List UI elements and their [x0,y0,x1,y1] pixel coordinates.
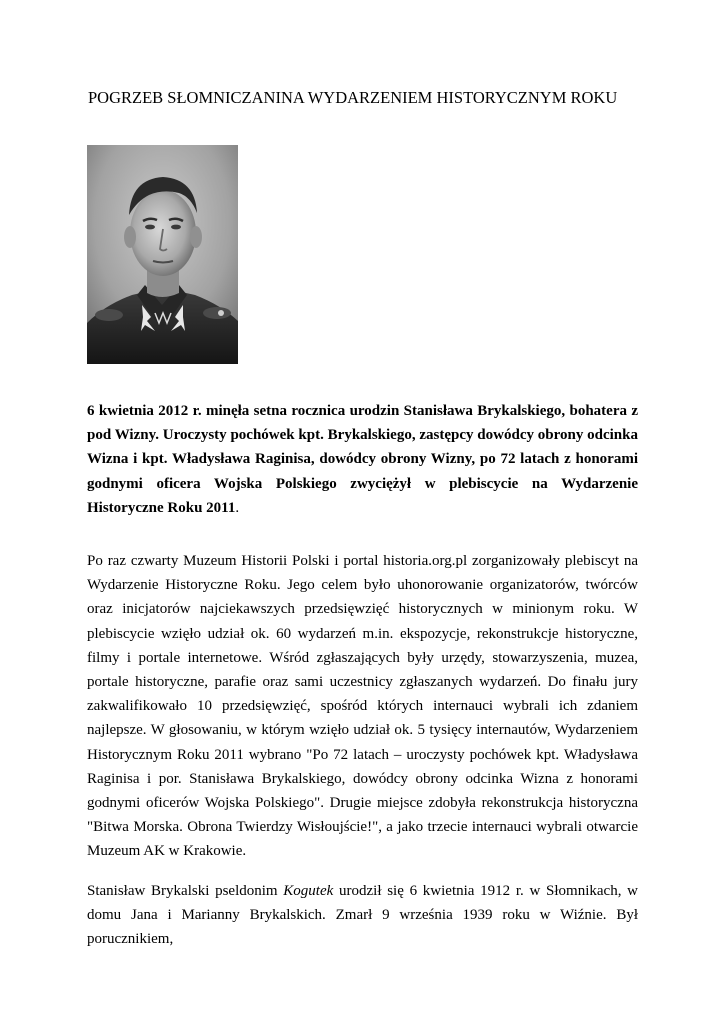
portrait-photo [87,145,238,364]
body-paragraph-biography [87,879,638,952]
lead-paragraph [87,399,638,520]
body-paragraph-plebiscite: Po raz czwarty Muzeum Historii Polski i portal historia.org.pl zorganizowały plebiscyt na Wydarzenie Historyczne Roku. Jego celem było uhonorowanie organizatorów, twórców oraz inicjatorów najciekawszych przedsięwzięć historycznych w minionym roku. W plebiscycie wzięło udział ok. 60 wydarzeń m.in. ekspozycje, rekonstrukcje historyczne, filmy i portale internetowe. Wśród zgłaszających były urzędy, stowarzyszenia, muzea, portale historyczne, parafie oraz sami uczestnicy zgłaszanych wydarzeń. Do finału jury zakwalifikowało 10 przedsięwzięć, spośród których internauci wybrali ich zdaniem najlepsze. W głosowaniu, w którym wzięło udział ok. 5 tysięcy internautów, Wydarzeniem Historycznym Roku 2011 wybrano "Po 72 latach – uroczysty pochówek kpt. Władysława Raginisa i por. Stanisława Brykalskiego, dowódcy obrony odcinka Wizna z honorami godnymi oficerów Wojska Polskiego". Drugie miejsce zdobyła rekonstrukcja historyczna "Bitwa Morska. Obrona Twierdzy Wisłoujście!", a jako trzecie internauci wybrali otwarcie Muzeum AK w Krakowie. [87,553,638,860]
biography-text-start: Stanisław Brykalski pseldonim [87,883,284,899]
lead-tail: . [235,499,240,516]
lead-text: 6 kwietnia 2012 r. minęła setna rocznica urodzin Stanisława Brykalskiego, bohatera z pod Wizny. Uroczysty pochówek kpt. Brykalskiego, zastępcy dowódcy obrony odcinka Wizna i kpt. Władysława Raginisa, dowódcy obrony Wizny, po 72 latach z honorami godnymi oficera Wojska Polskiego zwyciężył w plebiscycie na Wydarzenie Historyczne Roku 2011 [87,403,638,516]
biography-text-rest: urodził się 6 kwietnia 1912 r. w Słomnikach, w domu Jana i Marianny Brykalskich. Zmarł 9 września 1939 roku w Wiźnie. Był porucznikiem, [87,883,638,948]
nickname-italic: Kogutek [283,883,334,899]
document-title: POGRZEB SŁOMNICZANINA WYDARZENIEM HISTORYCZNYM ROKU [88,88,618,107]
